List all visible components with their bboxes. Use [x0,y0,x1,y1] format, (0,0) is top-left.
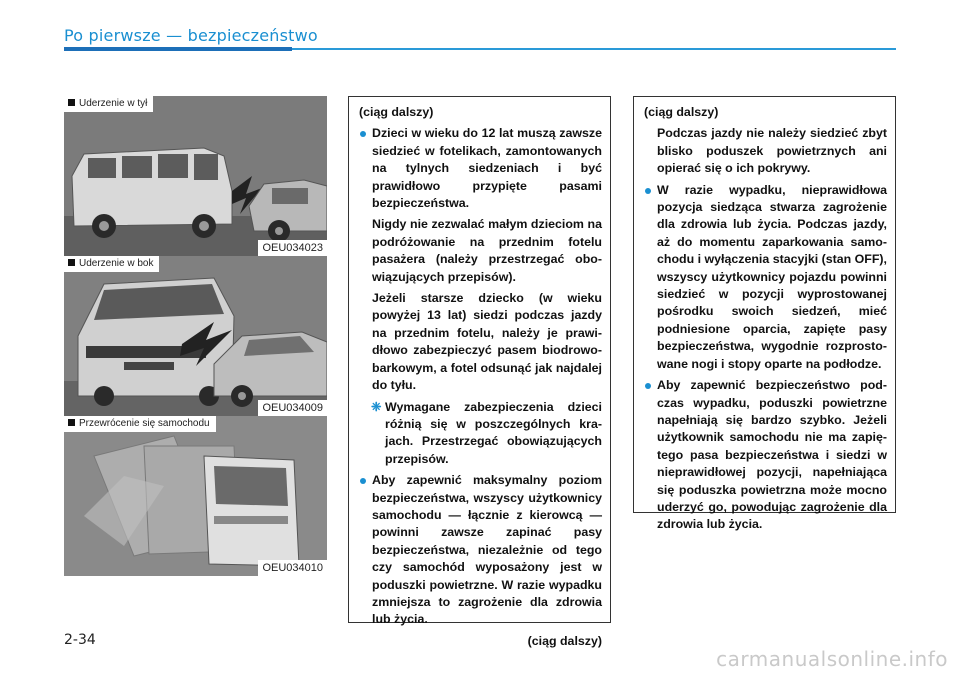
figure-code: OEU034009 [258,400,327,416]
paragraph: Jeżeli starsze dziecko (w wieku powyżej 13 lat) siedzi podczas jazdy na przednim fotelu, należy je prawidłowo zabezpieczyć pasem biodrowo-barkowym, a fotel odsunąć jak najdalej do tyłu. [372,291,602,393]
figure-label [64,96,153,112]
figure-side-impact [64,256,327,416]
square-bullet-icon [68,419,75,426]
figure-code: OEU034023 [258,240,327,256]
rear-impact-illustration-icon [64,96,327,256]
section-title: Po pierwsze — bezpieczeństwo [64,26,318,45]
figure-label-text: Przewrócenie się samochodu [79,418,210,429]
continued-label: (ciąg dalszy) [359,105,434,119]
square-bullet-icon [68,99,75,106]
continued-label: (ciąg dalszy) [644,105,719,119]
square-bullet-icon [68,259,75,266]
bullet-paragraph: Aby zapewnić bezpieczeństwo podczas wypadku, poduszki powietrzne napełniają się bardzo szybko. Jeżeli użytkownik samochodu nie ma zapiętego pasa bezpieczeństwa i siedzi w nieprawidłowej pozycji, napełniająca się poduszka powietrzna może mocno uderzyć go, powodując zagrożenie dla zdrowia lub życia. [644,377,887,534]
note-star-icon: ❈ [371,399,382,414]
paragraph: Podczas jazdy nie należy siedzieć zbyt blisko poduszek powietrznych ani opierać się o ich pokrywy. [657,126,887,176]
note-text: Wymagane zabezpieczenia dzieci różnią się w poszczególnych krajach. Przestrzegać obowiązujących przepisów. [385,399,602,466]
figure-rear-impact [64,96,327,256]
page-number: 2-34 [64,632,96,648]
figure-label [64,416,216,432]
text-column-2 [633,96,896,532]
continued-label: (ciąg dalszy) [527,633,602,648]
watermark: carmanualsonline.info [716,647,948,671]
bullet-paragraph: Dzieci w wieku do 12 lat muszą zawsze siedzieć w fotelikach, zamontowanych na tylnych siedzeniach i być prawidłowo przypięte pasami bezpieczeństwa. [359,125,602,212]
figure-rollover [64,416,327,576]
figure-label [64,256,159,272]
rollover-illustration-icon [64,416,327,576]
figure-label-text: Uderzenie w bok [79,258,154,269]
header-rule-accent [64,47,292,51]
paragraph: Nigdy nie zezwalać małym dzieciom na podróżowanie na przednim fotelu pasażera (należy przestrzegać obowiązujących przepisów). [372,217,602,284]
bullet-paragraph: W razie wypadku, nieprawidłowa pozycja siedząca stwarza zagrożenie dla zdrowia lub życia. Podczas jazdy, aż do momentu zaparkowania samochodu i wyłączenia stacyjki (stan OFF), wszyscy użytkownicy pojazdu powinni siedzieć w pozycji wyprostowanej pośrodku swoich siedzeń, mieć podniesione oparcia, zapięte pasy bezpieczeństwa, wygodnie rozprostowane nogi i stopy oparte na podłodze. [644,182,887,373]
figure-code: OEU034010 [258,560,327,576]
note-paragraph [359,399,602,469]
figure-label-text: Uderzenie w tył [79,98,148,109]
side-impact-illustration-icon [64,256,327,416]
text-column-1 [348,96,611,648]
bullet-paragraph: Aby zapewnić maksymalny poziom bezpieczeństwa, wszyscy użytkownicy samochodu — łącznie z kierowcą — powinni zawsze zapinać pasy bezpieczeństwa, niezależnie od tego czy samochód wyposażony jest w poduszki powietrzne. W razie wypadku zmniejsza to zagrożenie dla zdrowia lub życia. [359,472,602,629]
